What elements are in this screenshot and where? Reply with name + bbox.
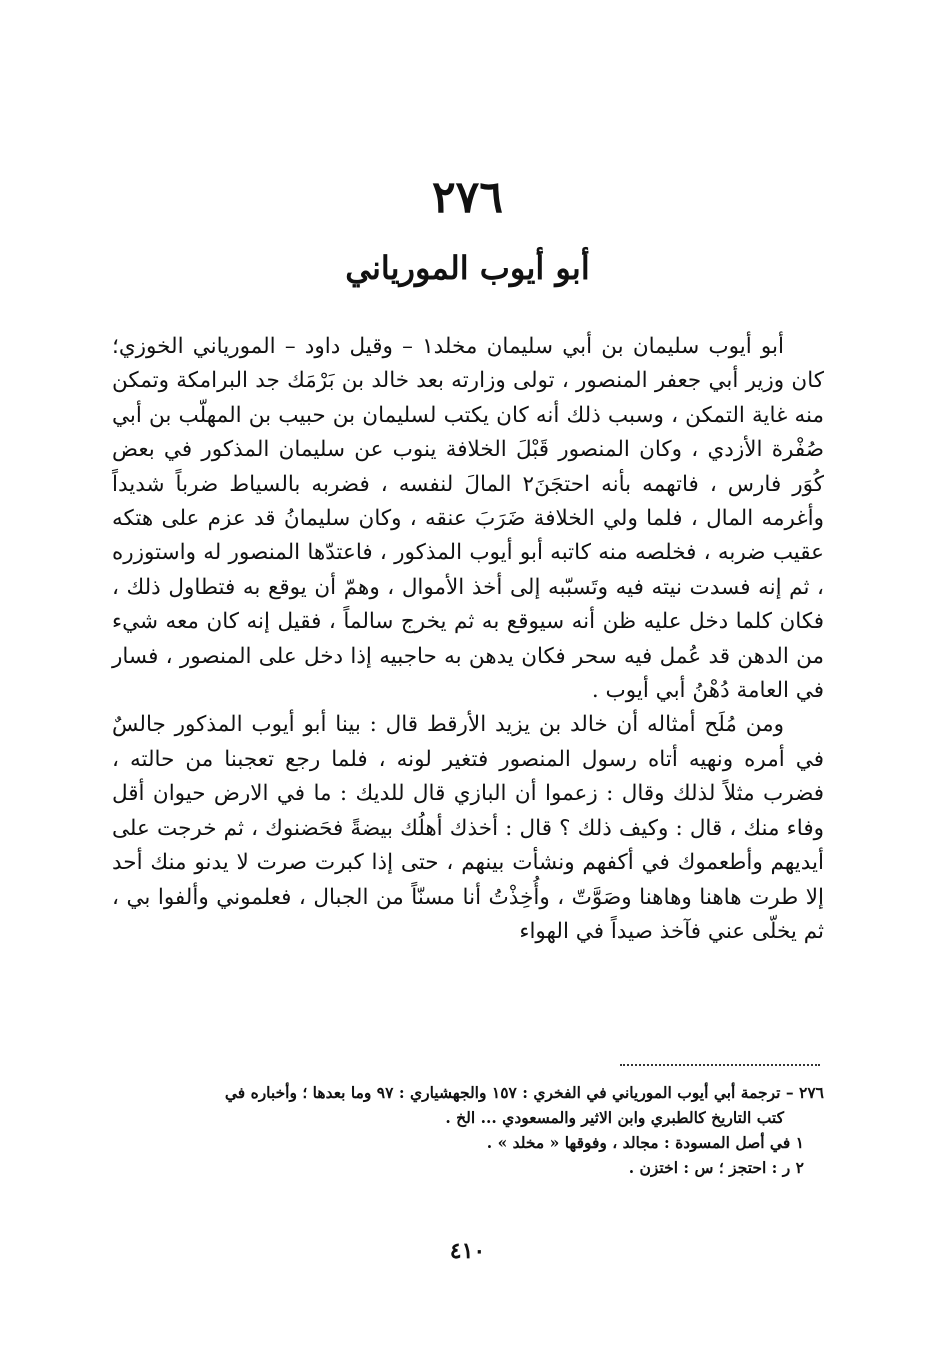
entry-number: ٢٧٦ (432, 172, 503, 223)
page-number: ٤١٠ (449, 1238, 486, 1264)
paragraph-anecdote: ومن مُلَح أمثاله أن خالد بن يزيد الأرقط قال : بينا أبو أيوب المذكور جالسٌ في أمره ونهيه أتاه رسول المنصور فتغير لونه ، فلما رجع تعجبنا من حالته ، فضرب مثلاً لذلك وقال : زعموا أن البازي قال للديك : ما في الارض حيوان أقل وفاء منك ، قال : وكيف ذلك ؟ قال : أخذك أهلُك بيضةً فحَضنوك ، ثم خرجت على أيديهم وأطعموك في أكفهم ونشأت بينهم ، حتى إذا كبرت صرت لا يدنو منك أحد إلا طرت هاهنا وهاهنا وصَوَّتّ ، وأُخِذْتُ أنا مسنّاً من الجبال ، فعلموني وألفوا بي ، ثم يخلّى عني فآخذ صيداً في الهواء (112, 712, 824, 944)
footnote-divider (620, 1064, 820, 1066)
footnote-2: ٢ ر : احتجز ؛ س : اختزن . (628, 1158, 804, 1177)
footnote-main-continued: كتب التاريخ كالطبري وابن الاثير والمسعودي ... الخ . (445, 1108, 784, 1127)
entry-title: أبو أيوب المورياني (345, 249, 590, 287)
footnote-1: ١ في أصل المسودة : مجالد ، وفوقها « مخلد » . (486, 1133, 804, 1152)
footnotes (112, 1080, 824, 1180)
paragraph-biography: أبو أيوب سليمان بن أبي سليمان مخلد١ – وقيل داود – المورياني الخوزي؛ كان وزير أبي جعفر المنصور ، تولى وزارته بعد خالد بن بَرْمَك جد البرامكة وتمكن منه غاية التمكن ، وسبب ذلك أنه كان يكتب لسليمان بن حبيب بن المهلّب بن أبي صُفْرة الأزدي ، وكان المنصور قَبْلَ الخلافة ينوب عن سليمان المذكور في بعض كُوَر فارس ، فاتهمه بأنه احتجَنَ٢ المالَ لنفسه ، فضربه بالسياط ضرباً شديداً وأغرمه المال ، فلما ولي الخلافة ضَرَبَ عنقه ، وكان سليمانُ قد عزم على هتكه عقيب ضربه ، فخلصه منه كاتبه أبو أيوب المذكور ، فاعتدّها المنصور له واستوزره ، ثم إنه فسدت نيته فيه وتَسبّبه إلى أخذ الأموال ، وهمّ أن يوقع به فتطاول ذلك ، فكان كلما دخل عليه ظن أنه سيوقع به ثم يخرج سالماً ، فقيل إنه كان معه شيء من الدهن قد عُمل فيه سحر فكان يدهن به حاجبيه إذا دخل على المنصور ، فسار في العامة دُهْنُ أبي أيوب . (112, 334, 824, 704)
footnote-main: ٢٧٦ – ترجمة أبي أيوب المورياني في الفخري : ١٥٧ والجهشياري : ٩٧ وما بعدها ؛ وأخباره في (224, 1083, 824, 1102)
body-text (112, 330, 824, 949)
